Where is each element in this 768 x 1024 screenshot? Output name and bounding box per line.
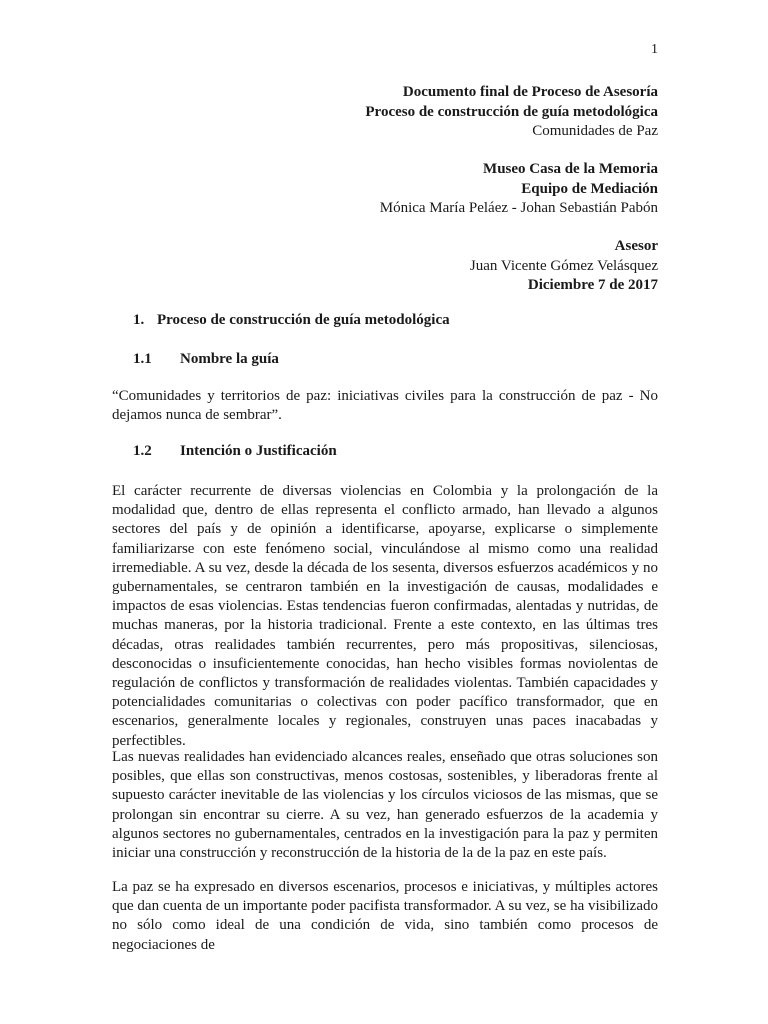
page-number: 1: [651, 42, 658, 57]
body-paragraph: La paz se ha expresado en diversos escenarios, procesos e iniciativas, y múltiples actores que dan cuenta de un importante poder pacifista transformador. A su vez, se ha visibilizado no sólo como ideal de una condición de vida, sino también como procesos de negociaciones de: [112, 879, 658, 953]
document-date: Diciembre 7 de 2017: [527, 277, 658, 293]
title-block: [365, 83, 658, 142]
institution-name: Museo Casa de la Memoria: [483, 161, 658, 177]
section-heading-1: [133, 312, 450, 329]
team-name: Equipo de Mediación: [521, 180, 658, 197]
section-number: 1.1: [133, 351, 152, 367]
section-title: Intención o Justificación: [180, 443, 337, 459]
document-title: Documento final de Proceso de Asesoría: [402, 84, 658, 100]
advisor-name: Juan Vicente Gómez Velásquez: [469, 257, 658, 274]
program-name: Comunidades de Paz: [532, 123, 658, 139]
authors: Mónica María Peláez - Johan Sebastián Pabón: [379, 200, 658, 216]
section-title: Proceso de construcción de guía metodológica: [157, 312, 450, 328]
guide-name-quote: “Comunidades y territorios de paz: iniciativas civiles para la construcción de paz - No dejamos nunca de sembrar”.: [112, 388, 658, 424]
institution-block: [380, 160, 658, 219]
section-number: 1.: [133, 312, 145, 328]
section-heading-1-2: [133, 443, 337, 460]
body-paragraph: Las nuevas realidades han evidenciado alcances reales, enseñado que otras soluciones son posibles, que ellas son constructivas, menos costosas, sostenibles, y liberadoras frente al supuesto carácter inevitable de las violencias y los círculos viciosos de las mismas, que se prolongan sin encontrar su cierre. A su vez, han generado esfuerzos de la academia y algunos sectores no gubernamentales, centrados en la investigación para la paz y permiten iniciar una construcción y reconstrucción de la historia de la de la paz en este país.: [112, 749, 658, 862]
advisor-block: [470, 237, 658, 296]
advisor-label: Asesor: [614, 238, 658, 254]
section-number: 1.2: [133, 443, 152, 459]
body-paragraph: El carácter recurrente de diversas violencias en Colombia y la prolongación de la modalidad que, dentro de ellas representa el conflicto armado, han llevado a algunos sectores del país y de opinión a identificarse, apoyarse, explicarse o simplemente familiarizarse con este fenómeno social, vinculándose al mismo como una realidad irremediable. A su vez, desde la década de los sesenta, diversos esfuerzos académicos y no gubernamentales, se centraron también en la investigación de causas, modalidades e impactos de esas violencias. Estas tendencias fueron confirmadas, alentadas y nutridas, de muchas maneras, por la historia tradicional. Frente a este contexto, en las últimas tres décadas, otras realidades también recurrentes, pero más propositivas, silenciosas, desconocidas o insuficientemente conocidas, han hecho visibles formas noviolentas de regulación de conflictos y transformación de realidades violentas. También capacidades y potencialidades comunitarias o colectivas con poder pacífico transformador, que en escenarios, generalmente locales y regionales, construyen unas paces inacabadas y perfectibles.: [112, 483, 658, 749]
section-heading-1-1: [133, 351, 279, 368]
section-title: Nombre la guía: [180, 351, 279, 367]
document-subtitle: Proceso de construcción de guía metodológica: [365, 103, 658, 120]
